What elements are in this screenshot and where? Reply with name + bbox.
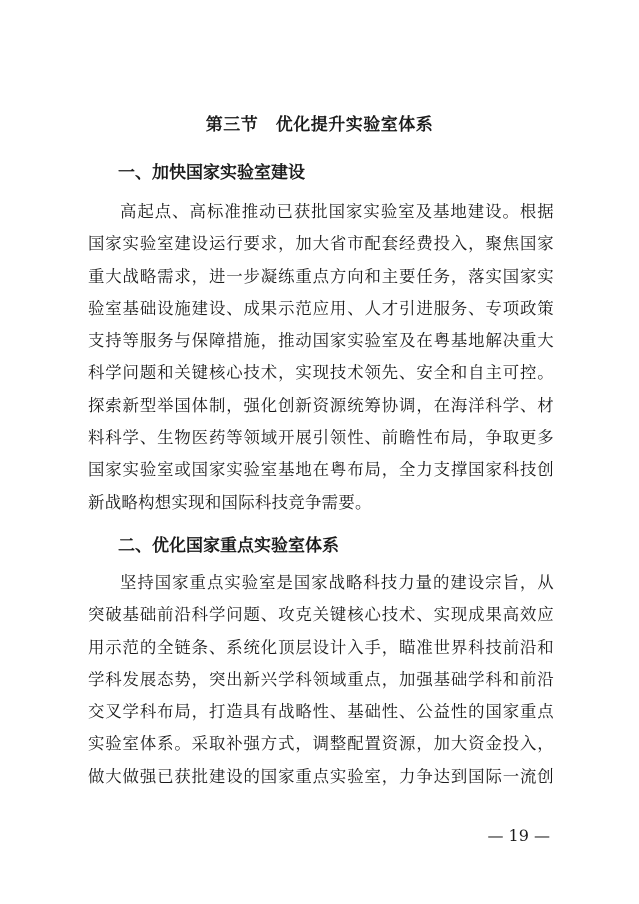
paragraph-line: 重大战略需求，进一步凝练重点方向和主要任务，落实国家实 [88, 266, 554, 286]
paragraph-key-labs [88, 567, 554, 793]
paragraph-line: 坚持国家重点实验室是国家战略科技力量的建设宗旨，从 [120, 573, 554, 592]
paragraph-line: 探索新型举国体制，强化创新资源统筹协调，在海洋科学、材 [88, 395, 554, 415]
paragraph-line: 实验室体系。采取补强方式，调整配置资源，加大资金投入， [88, 734, 554, 754]
paragraph-line: 学科发展态势，突出新兴学科领域重点，加强基础学科和前沿 [88, 669, 554, 689]
heading-national-labs: 一、加快国家实验室建设 [118, 163, 305, 183]
paragraph-line: 国家实验室或国家实验室基地在粤布局，全力支撑国家科技创 [88, 460, 554, 480]
paragraph-national-labs [88, 196, 554, 519]
paragraph-line: 科学问题和关键核心技术，实现技术领先、安全和自主可控。 [88, 363, 554, 383]
paragraph-line: 支持等服务与保障措施，推动国家实验室及在粤基地解决重大 [88, 331, 554, 351]
paragraph-line: 交叉学科布局，打造具有战略性、基础性、公益性的国家重点 [88, 702, 554, 722]
paragraph-line: 用示范的全链条、系统化顶层设计入手，瞄准世界科技前沿和 [88, 637, 554, 657]
paragraph-line: 料科学、生物医药等领域开展引领性、前瞻性布局，争取更多 [88, 428, 554, 448]
paragraph-line: 突破基础前沿科学问题、攻克关键核心技术、实现成果高效应 [88, 605, 554, 625]
section-title: 第三节 优化提升实验室体系 [205, 115, 434, 135]
paragraph-line: 国家实验室建设运行要求，加大省市配套经费投入，聚焦国家 [88, 234, 554, 254]
paragraph-line: 验室基础设施建设、成果示范应用、人才引进服务、专项政策 [88, 298, 554, 318]
heading-key-labs: 二、优化国家重点实验室体系 [118, 536, 339, 556]
page-number: — 19 — [487, 826, 550, 845]
paragraph-line: 做大做强已获批建设的国家重点实验室，力争达到国际一流创 [88, 766, 554, 786]
paragraph-line: 高起点、高标准推动已获批国家实验室及基地建设。根据 [120, 202, 554, 221]
paragraph-line: 新战略构想实现和国际科技竞争需要。 [88, 492, 372, 512]
